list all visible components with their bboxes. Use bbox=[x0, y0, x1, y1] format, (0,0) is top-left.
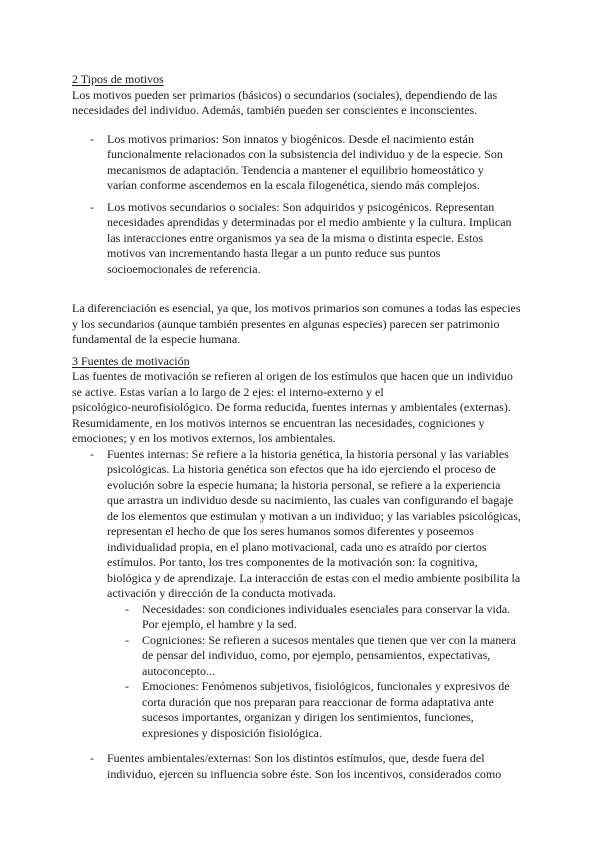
text-line: Fuentes internas: Se refiere a la historia genética, la historia personal y las variables bbox=[107, 446, 509, 461]
text-line: individuo, ejercen su influencia sobre éste. Son los incentivos, considerados como bbox=[107, 766, 502, 781]
bullet-text bbox=[107, 447, 586, 602]
text-line: motivos van incrementando hasta llegar a un punto reduce sus puntos bbox=[107, 246, 441, 260]
text-line: Emociones: Fenómenos subjetivos, fisiológicos, funcionales y expresivos de bbox=[142, 679, 510, 693]
bullet-item-level-2 bbox=[72, 633, 586, 680]
text-line: las interacciones entre organismos ya sea de la misma o distinta especie. Estos bbox=[107, 230, 484, 245]
text-line: que arrastra un individuo desde su nacimiento, las cuales van configurando el bagaje bbox=[107, 493, 514, 507]
text-line: autoconcepto... bbox=[142, 663, 215, 678]
text-line: fundamental de la especie humana. bbox=[72, 332, 241, 346]
bullet-text bbox=[107, 751, 586, 782]
text-line: funcionalmente relacionados con la subsistencia del individuo y de la especie. Son bbox=[107, 147, 503, 161]
text-line: Fuentes ambientales/externas: Son los distintos estímulos, que, desde fuera del bbox=[107, 751, 485, 765]
bullet-text bbox=[142, 602, 586, 633]
bullet-text bbox=[142, 633, 586, 680]
section-heading bbox=[72, 72, 586, 88]
text-line: de los elementos que estimulan y motivan a un individuo; y las variables psicológicas, bbox=[107, 508, 521, 523]
bullet-item-level-2 bbox=[72, 602, 586, 633]
bullet-text bbox=[107, 200, 586, 278]
bullet-item-level-1 bbox=[72, 200, 586, 278]
spacer bbox=[72, 277, 586, 301]
text-line: de pensar del individuo, como, por ejemplo, pensamientos, expectativas, bbox=[142, 648, 491, 662]
paragraph bbox=[72, 301, 586, 348]
text-line: 2 Tipos de motivos bbox=[72, 72, 164, 86]
text-line: psicológico-neurofisiológico. De forma reducida, fuentes internas y ambientales (externas). bbox=[72, 400, 511, 414]
bullet-item-level-1 bbox=[72, 132, 586, 194]
bullet-dash-icon: - bbox=[90, 751, 94, 765]
section-heading bbox=[72, 354, 586, 370]
spacer bbox=[72, 119, 586, 132]
text-line: individualidad propia, en el plano motivacional, cada uno es atraído por ciertos bbox=[107, 539, 487, 554]
text-line: representan el hecho de que los seres humanos somos diferentes y poseemos bbox=[107, 524, 474, 538]
text-line: psicológicas. La historia genética son efectos que ha ido ejerciendo el proceso de bbox=[107, 462, 496, 476]
text-line: Necesidades: son condiciones individuales esenciales para conservar la vida. bbox=[142, 601, 511, 616]
text-line: evolución sobre la especie humana; la historia personal, se refiere a la experiencia bbox=[107, 477, 501, 492]
text-line: necesidades del individuo. Además, también pueden ser conscientes e inconscientes. bbox=[72, 103, 478, 117]
text-line: Las fuentes de motivación se refieren al origen de los estímulos que hacen que un individuo bbox=[72, 369, 513, 383]
bullet-dash-icon: - bbox=[90, 199, 94, 214]
bullet-item-level-1 bbox=[72, 751, 586, 782]
text-line: se active. Estas varían a lo largo de 2 ejes: el interno-externo y el bbox=[72, 384, 384, 399]
text-line: sucesos importantes, organizan y dirigen los sentimientos, funciones, bbox=[142, 710, 474, 724]
text-line: necesidades aprendidas y determinadas por el medio ambiente y la cultura. Implican bbox=[107, 215, 512, 229]
text-line: mecanismos de adaptación. Tendencia a mantener el equilibrio homeostático y bbox=[107, 162, 484, 177]
text-line: Resumidamente, en los motivos internos se encuentran las necesidades, cogniciones y bbox=[72, 415, 485, 430]
bullet-item-level-2 bbox=[72, 679, 586, 741]
paragraph bbox=[72, 88, 586, 119]
text-line: Los motivos primarios: Son innatos y biogénicos. Desde el nacimiento están bbox=[107, 131, 474, 146]
text-line: varían conforme ascendemos en la escala filogenética, siendo más complejos. bbox=[107, 178, 480, 192]
text-line: emociones; y en los motivos externos, los ambientales. bbox=[72, 431, 336, 445]
spacer bbox=[72, 741, 586, 751]
bullet-text bbox=[142, 679, 586, 741]
text-line: La diferenciación es esencial, ya que, los motivos primarios son comunes a todas las especies bbox=[72, 301, 521, 315]
text-line: 3 Fuentes de motivación bbox=[72, 353, 190, 368]
text-line: estímulos. Por tanto, los tres componentes de la motivación son: la cognitiva, bbox=[107, 555, 478, 569]
bullet-dash-icon: - bbox=[90, 446, 94, 461]
bullet-dash-icon: - bbox=[125, 679, 129, 693]
bullet-dash-icon: - bbox=[125, 632, 129, 647]
bullet-dash-icon: - bbox=[90, 131, 94, 146]
bullet-dash-icon: - bbox=[125, 601, 129, 616]
text-line: Los motivos pueden ser primarios (básicos) o secundarios (sociales), dependiendo de las bbox=[72, 87, 498, 102]
text-line: biológica y de aprendizaje. La interacción de estas con el medio ambiente posibilita la bbox=[107, 570, 521, 585]
text-line: corta duración que nos preparan para reaccionar de forma adaptativa ante bbox=[142, 694, 494, 709]
text-line: Cogniciones: Se refieren a sucesos mentales que tienen que ver con la manera bbox=[142, 632, 516, 647]
paragraph bbox=[72, 369, 586, 447]
bullet-text bbox=[107, 132, 586, 194]
text-line: Por ejemplo, el hambre y la sed. bbox=[142, 617, 297, 631]
text-line: y los secundarios (aunque también presentes en algunas especies) parecen ser patrimonio bbox=[72, 316, 500, 331]
text-line: Los motivos secundarios o sociales: Son adquiridos y psicogénicos. Representan bbox=[107, 199, 495, 214]
text-line: expresiones y disposición fisiológica. bbox=[142, 725, 322, 740]
bullet-item-level-1 bbox=[72, 447, 586, 602]
text-line: socioemocionales de referencia. bbox=[107, 261, 261, 276]
text-line: activación y dirección de la conducta motivada. bbox=[107, 586, 336, 600]
